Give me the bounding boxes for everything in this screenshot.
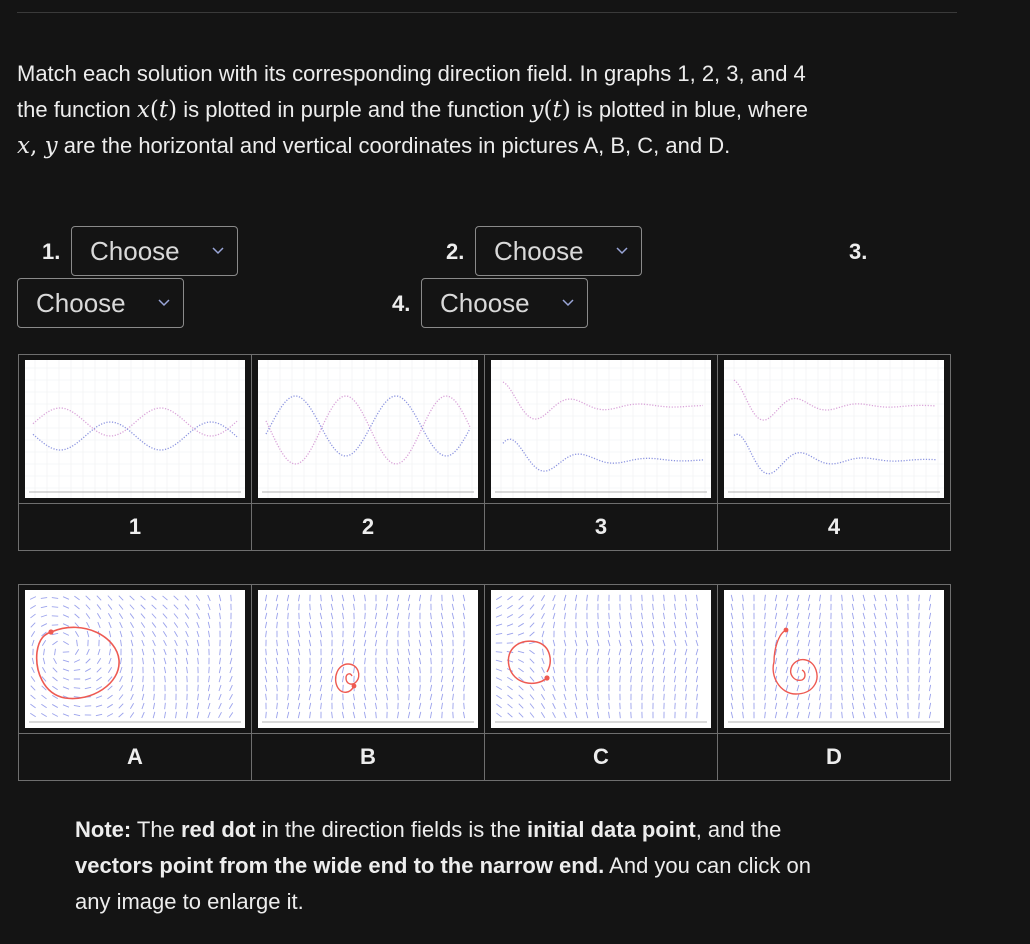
math-x-of-t: x(t) <box>136 97 178 123</box>
graph-label: 2 <box>252 504 485 551</box>
field-label: A <box>19 734 252 781</box>
chevron-down-icon <box>615 243 629 257</box>
direction-field-image-c[interactable] <box>491 590 711 728</box>
question-text-part: the function <box>17 97 137 122</box>
graph-label: 3 <box>485 504 718 551</box>
answer-select-3[interactable] <box>17 278 184 328</box>
field-label: D <box>718 734 951 781</box>
question-number-2: 2. <box>446 239 465 264</box>
select-value: Choose <box>440 287 530 318</box>
field-label: C <box>485 734 718 781</box>
question-text-part: is plotted in blue, where <box>570 97 809 122</box>
graph-label: 1 <box>19 504 252 551</box>
graph-image-2[interactable] <box>258 360 478 498</box>
direction-fields-table <box>18 584 951 781</box>
question-text-part: is plotted in purple and the function <box>177 97 531 122</box>
graph-image-1[interactable] <box>25 360 245 498</box>
direction-field-image-b[interactable] <box>258 590 478 728</box>
answer-select-1[interactable] <box>71 226 238 276</box>
graphs-table <box>18 354 951 551</box>
answer-select-2[interactable] <box>475 226 642 276</box>
direction-field-image-d[interactable] <box>724 590 944 728</box>
chevron-down-icon <box>211 243 225 257</box>
question-line-1: Match each solution with its corresponding direction field. In graphs 1, 2, 3, and 4 <box>17 61 806 86</box>
chevron-down-icon <box>157 295 171 309</box>
select-value: Choose <box>36 287 126 318</box>
question-text <box>17 56 1007 164</box>
top-divider <box>17 12 957 13</box>
question-number-1: 1. <box>42 239 61 264</box>
math-y-of-t: y(t) <box>530 97 571 123</box>
math-x-y: x, y <box>17 133 58 159</box>
chevron-down-icon <box>561 295 575 309</box>
graph-image-3[interactable] <box>491 360 711 498</box>
note-text: Note: The red dot in the direction fields is the initial data point, and the vectors point from the wide end to the narrow end. And you can click on any image to enlarge it. <box>75 817 811 914</box>
field-label: B <box>252 734 485 781</box>
graph-image-4[interactable] <box>724 360 944 498</box>
graph-label: 4 <box>718 504 951 551</box>
select-value: Choose <box>90 235 180 266</box>
question-number-4: 4. <box>392 291 411 316</box>
answer-select-4[interactable] <box>421 278 588 328</box>
direction-field-image-a[interactable] <box>25 590 245 728</box>
select-value: Choose <box>494 235 584 266</box>
question-text-part: are the horizontal and vertical coordinates in pictures A, B, C, and D. <box>57 133 731 158</box>
question-number-3: 3. <box>849 239 868 264</box>
